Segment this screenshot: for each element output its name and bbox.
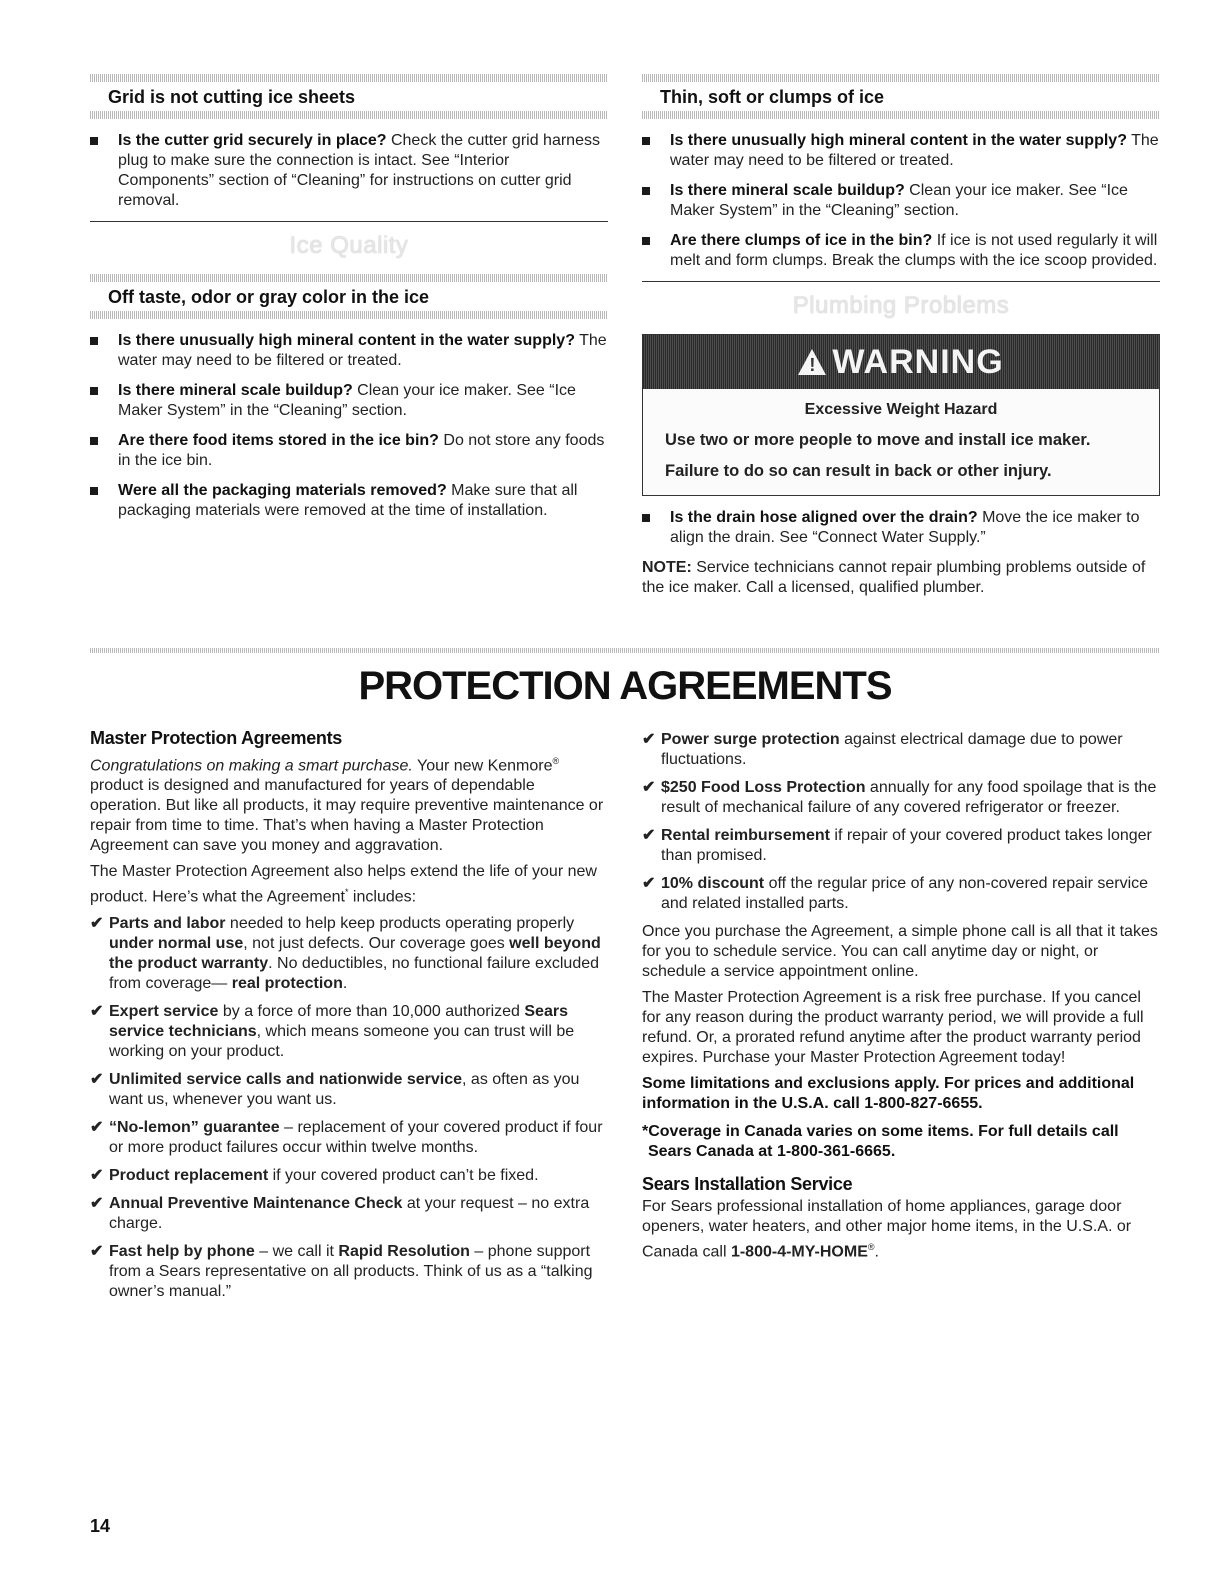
canada-coverage-text: *Coverage in Canada varies on some items. For full details call Sears Canada at 1-800-361-6665.: [642, 1123, 1119, 1160]
warning-box: [642, 334, 1160, 496]
divider: [90, 274, 608, 282]
schedule-paragraph: Once you purchase the Agreement, a simple phone call is all that it takes for you to schedule service. You can call anytime day or night, or schedule a service appointment online.: [642, 923, 1158, 980]
warning-line: Use two or more people to move and install ice maker.: [665, 431, 1091, 449]
install-heading: Sears Installation Service: [642, 1174, 853, 1194]
check-item: ✔ Fast help by phone – we call it Rapid Resolution – phone support from a Sears representative on all products. Think of us as a “talking owner’s manual.”: [90, 1242, 593, 1300]
divider: [642, 74, 1160, 82]
limitations-text: Some limitations and exclusions apply. For prices and additional information in the U.S.A. call 1-800-827-6655.: [642, 1075, 1135, 1112]
ice-quality-list: [90, 331, 608, 521]
divider: [90, 311, 608, 319]
checkmark-icon: ✔: [642, 875, 656, 892]
check-item: ✔ “No-lemon” guarantee – replacement of your covered product if four or more product failures occur within twelve months.: [90, 1118, 603, 1156]
ice-quality-title: Ice Quality: [289, 232, 409, 259]
list-item: Is there unusually high mineral content in the water supply? The water may need to be filtered or treated.: [642, 131, 1160, 171]
check-item: ✔ Product replacement if your covered product can’t be fixed.: [90, 1166, 539, 1184]
divider: [90, 648, 1160, 653]
left-check-list: [90, 914, 608, 1302]
grid-list: [90, 131, 608, 211]
divider: [642, 111, 1160, 119]
divider: [90, 111, 608, 119]
checkmark-icon: ✔: [90, 1242, 104, 1260]
check-item: ✔ 10% discount off the regular price of any non-covered repair service and related installed parts.: [642, 875, 1149, 912]
divider: [90, 74, 608, 82]
list-item: Are there clumps of ice in the bin? If ice is not used regularly it will melt and form clumps. Break the clumps with the ice scoop provided.: [642, 231, 1160, 271]
list-item: Is the cutter grid securely in place? Check the cutter grid harness plug to make sure the connection is intact. See “Interior Components” section of “Cleaning” for instructions on cutter grid removal.: [90, 131, 608, 211]
warning-subtitle: Excessive Weight Hazard: [804, 401, 998, 418]
checkmark-icon: ✔: [642, 827, 656, 844]
install-paragraph: For Sears professional installation of home appliances, garage door openers, water heaters, and other major home items, in the U.S.A. or Canada call 1-800-4-MY-HOME®.: [642, 1198, 1132, 1261]
warning-triangle-icon: [798, 349, 826, 375]
list-item: Is there unusually high mineral content in the water supply? The water may need to be filtered or treated.: [90, 331, 608, 371]
risk-free-paragraph: The Master Protection Agreement is a risk free purchase. If you cancel for any reason during the product warranty period, we will provide a full refund. Or, a prorated refund anytime after the product warranty period expires. Purchase your Master Protection Agreement today!: [642, 989, 1144, 1066]
checkmark-icon: ✔: [642, 779, 656, 796]
check-item: ✔ Expert service by a force of more than 10,000 authorized Sears service technicians, which means someone you can trust will be working on your product.: [90, 1002, 575, 1060]
warning-banner: [643, 335, 1159, 389]
ice-quality-heading: Off taste, odor or gray color in the ice: [108, 287, 430, 307]
left-bottom-column: [90, 728, 608, 1310]
list-item: Is the drain hose aligned over the drain? Move the ice maker to align the drain. See “Connect Water Supply.”: [642, 508, 1160, 548]
thin-list: [642, 131, 1160, 271]
list-item: Are there food items stored in the ice bin? Do not store any foods in the ice bin.: [90, 431, 608, 471]
checkmark-icon: ✔: [90, 914, 104, 932]
checkmark-icon: ✔: [90, 1166, 104, 1184]
page-title: PROTECTION AGREEMENTS: [358, 664, 892, 708]
check-item: ✔ $250 Food Loss Protection annually for any food spoilage that is the result of mechanical failure of any covered refrigerator or freezer.: [642, 779, 1157, 816]
warning-label: WARNING: [832, 342, 1004, 381]
checkmark-icon: ✔: [90, 1002, 104, 1020]
intro-paragraph: Congratulations on making a smart purchase. Your new Kenmore® product is designed and manufactured for years of dependable operation. But like all products, it may require preventive maintenance or repair from time to time. That’s when having a Master Protection Agreement can save you money and aggravation.: [90, 756, 604, 855]
grid-heading: Grid is not cutting ice sheets: [108, 87, 356, 107]
check-item: ✔ Power surge protection against electrical damage due to power fluctuations.: [642, 731, 1123, 768]
list-item: Is there mineral scale buildup? Clean your ice maker. See “Ice Maker System” in the “Cleaning” section.: [642, 181, 1160, 221]
check-item: ✔ Rental reimbursement if repair of your covered product takes longer than promised.: [642, 827, 1152, 864]
checkmark-icon: ✔: [90, 1118, 104, 1136]
check-item: ✔ Parts and labor needed to help keep products operating properly under normal use, not just defects. Our coverage goes well beyond the product warranty. No deductibles, no functional failure excluded from coverage— real protection.: [90, 914, 601, 992]
list-item: Were all the packaging materials removed? Make sure that all packaging materials were removed at the time of installation.: [90, 481, 608, 521]
agreement-paragraph: The Master Protection Agreement also helps extend the life of your new product. Here’s what the Agreement* includes:: [90, 863, 597, 906]
right-bottom-column: [642, 730, 1160, 1268]
right-top-column: [642, 74, 1160, 598]
page-number: 14: [90, 1516, 111, 1536]
checkmark-icon: ✔: [642, 731, 656, 748]
check-item: ✔ Annual Preventive Maintenance Check at your request – no extra charge.: [90, 1194, 590, 1232]
left-top-column: [90, 74, 608, 531]
plumbing-title: Plumbing Problems: [792, 292, 1010, 319]
master-heading: Master Protection Agreements: [90, 728, 343, 748]
check-item: ✔ Unlimited service calls and nationwide service, as often as you want us, whenever you want us.: [90, 1070, 580, 1108]
thin-heading: Thin, soft or clumps of ice: [660, 87, 885, 107]
checkmark-icon: ✔: [90, 1194, 104, 1212]
plumbing-note: NOTE: Service technicians cannot repair plumbing problems outside of the ice maker. Call a licensed, qualified plumber.: [642, 559, 1146, 596]
warning-line: Failure to do so can result in back or other injury.: [665, 462, 1052, 480]
checkmark-icon: ✔: [90, 1070, 104, 1088]
right-check-list: [642, 730, 1160, 914]
plumbing-list: [642, 508, 1160, 548]
list-item: Is there mineral scale buildup? Clean your ice maker. See “Ice Maker System” in the “Cleaning” section.: [90, 381, 608, 421]
